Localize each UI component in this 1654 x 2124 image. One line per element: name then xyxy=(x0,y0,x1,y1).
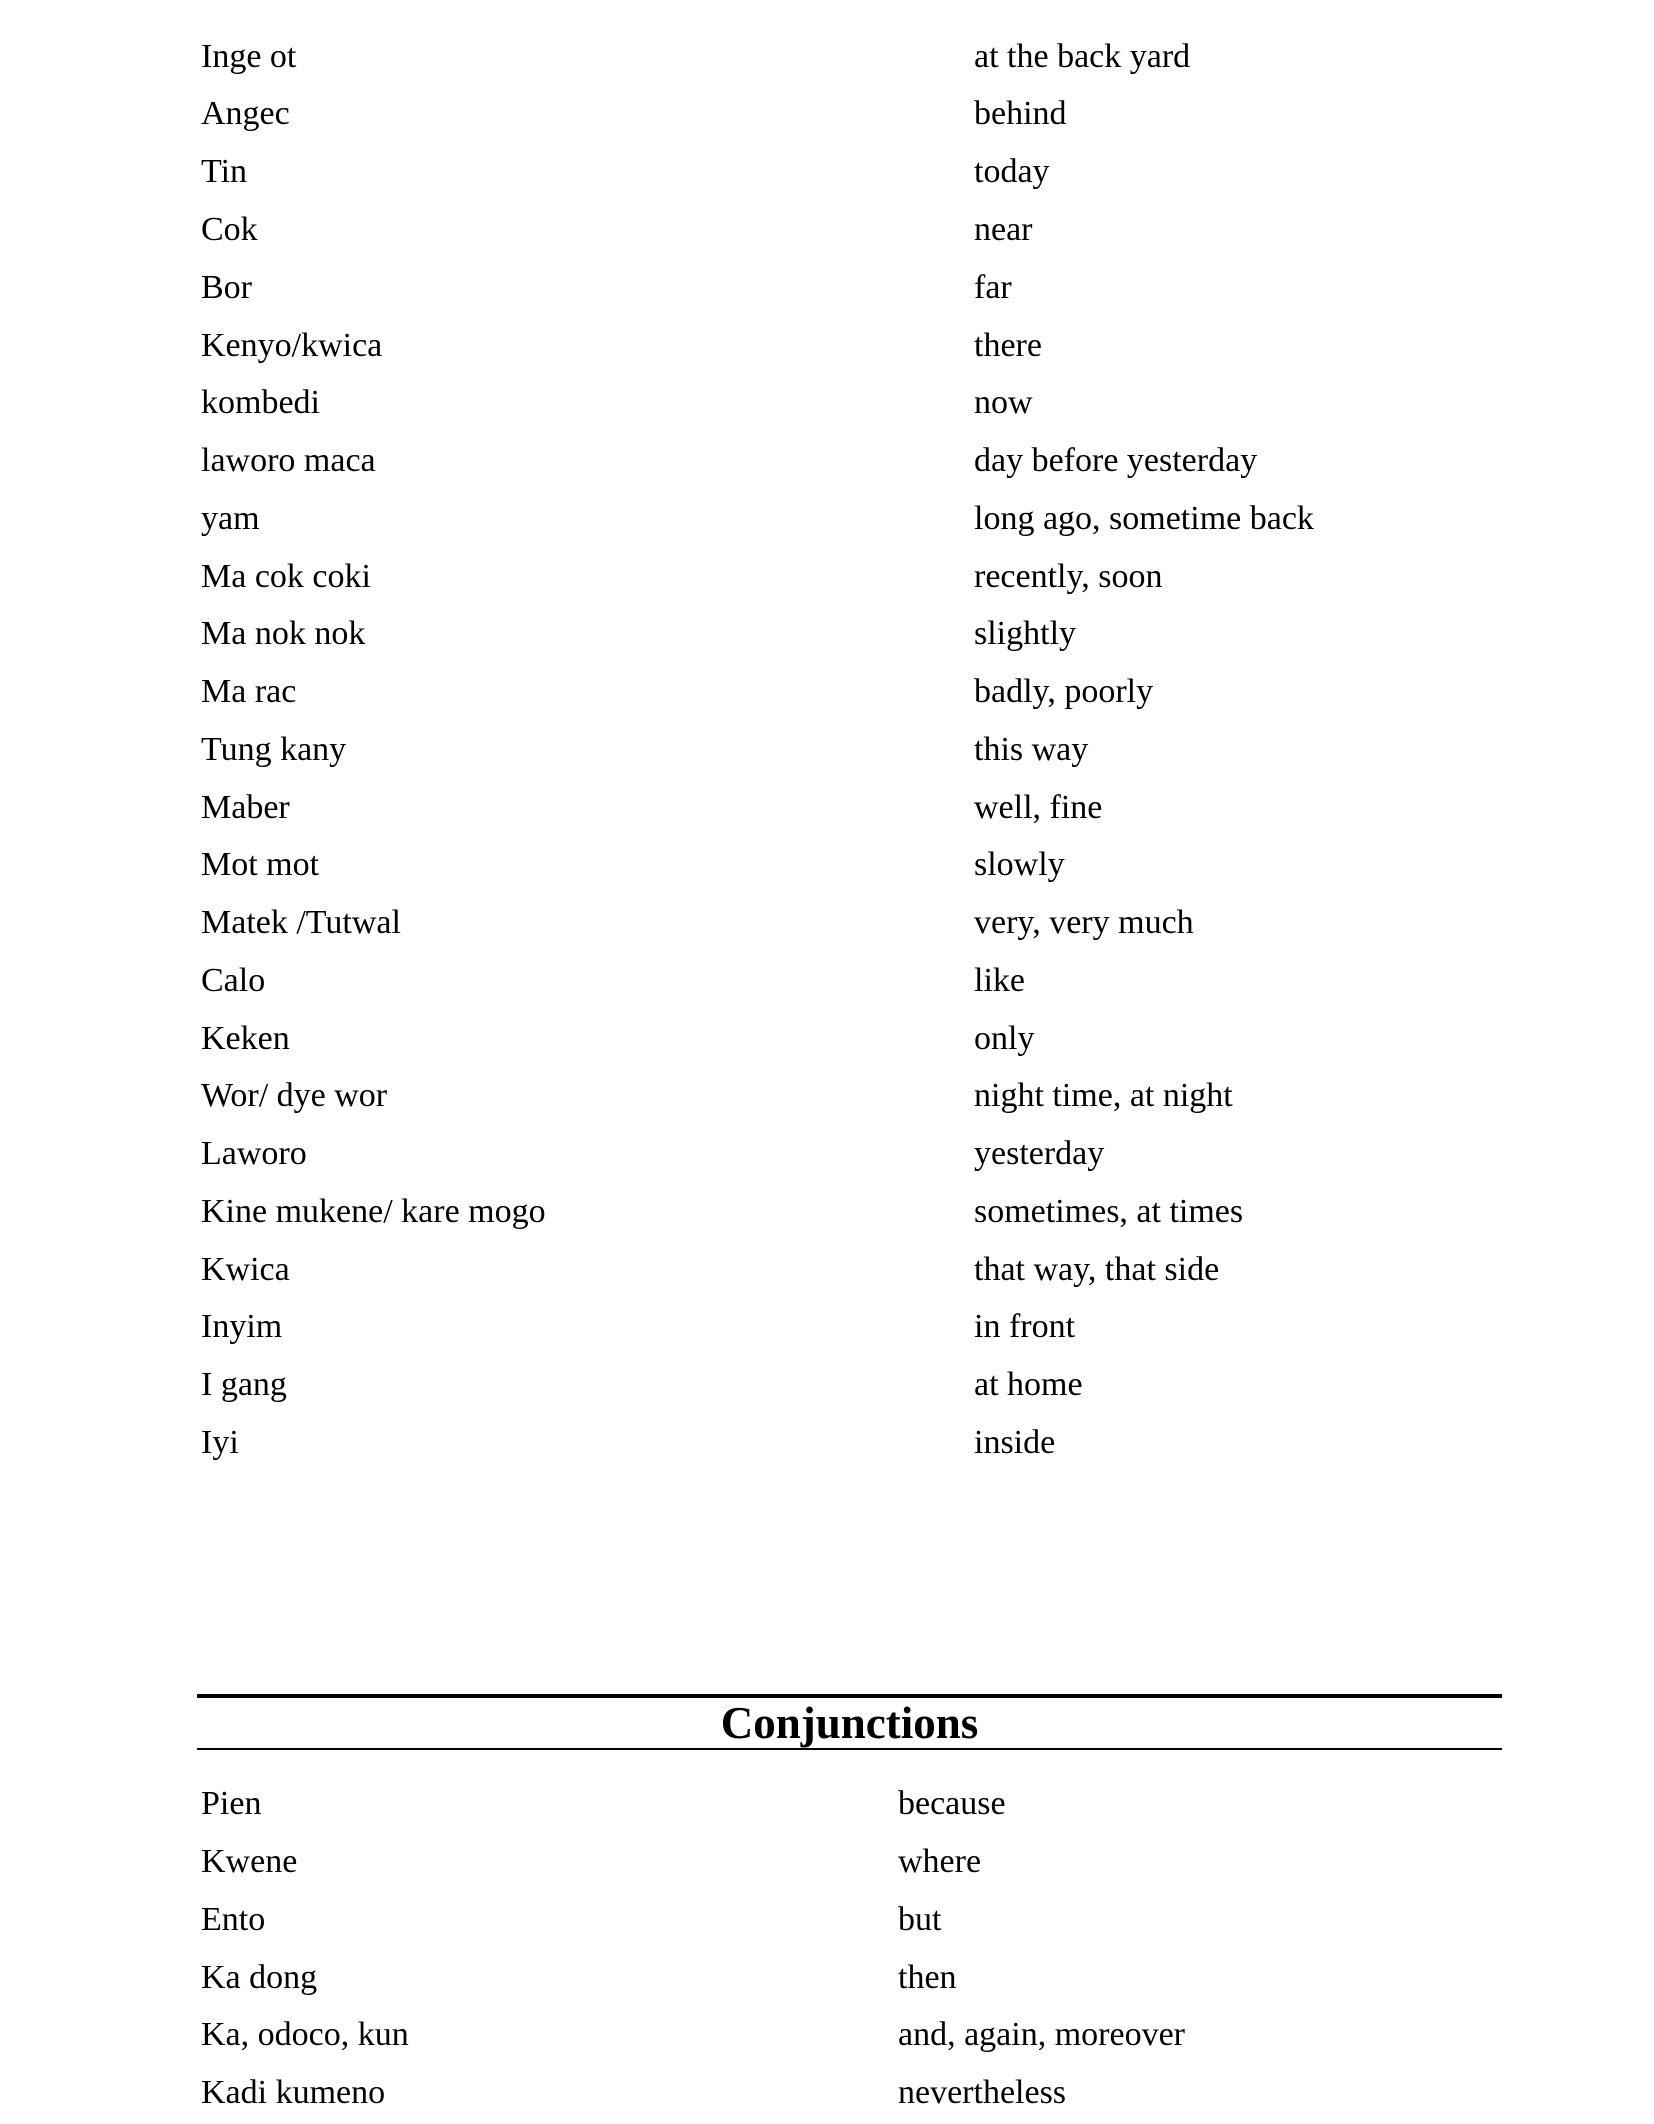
word-term: Kadi kumeno xyxy=(201,2074,386,2111)
list-item xyxy=(0,1837,1654,1887)
list-item xyxy=(0,956,1654,1006)
word-meaning: day before yesterday xyxy=(974,442,1258,479)
divider xyxy=(197,1748,1502,1750)
list-item xyxy=(0,552,1654,602)
list-item xyxy=(0,1953,1654,2003)
word-meaning: far xyxy=(974,269,1012,306)
word-meaning: because xyxy=(898,1785,1006,1822)
list-item xyxy=(0,1360,1654,1410)
word-meaning: behind xyxy=(974,95,1067,132)
word-term: laworo maca xyxy=(201,442,376,479)
word-term: Mot mot xyxy=(201,846,320,883)
word-term: Ento xyxy=(201,1901,266,1938)
word-meaning: slightly xyxy=(974,615,1077,652)
list-item xyxy=(0,1245,1654,1295)
word-meaning: slowly xyxy=(974,846,1065,883)
list-item xyxy=(0,725,1654,775)
word-meaning: in front xyxy=(974,1308,1076,1345)
list-item xyxy=(0,667,1654,717)
word-meaning: long ago, sometime back xyxy=(974,500,1314,537)
word-term: Ka dong xyxy=(201,1959,318,1996)
word-meaning: at home xyxy=(974,1366,1083,1403)
list-item xyxy=(0,89,1654,139)
word-term: Tin xyxy=(201,153,248,190)
list-item xyxy=(0,1129,1654,1179)
word-term: Angec xyxy=(201,95,290,132)
list-item xyxy=(0,378,1654,428)
word-meaning: and, again, moreover xyxy=(898,2016,1185,2053)
word-meaning: very, very much xyxy=(974,904,1194,941)
list-item xyxy=(0,1014,1654,1064)
word-meaning: near xyxy=(974,211,1033,248)
word-term: Kenyo/kwica xyxy=(201,327,383,364)
list-item xyxy=(0,840,1654,890)
word-term: Calo xyxy=(201,962,266,999)
word-term: Ma rac xyxy=(201,673,297,710)
list-item xyxy=(0,1071,1654,1121)
word-term: I gang xyxy=(201,1366,287,1403)
word-meaning: well, fine xyxy=(974,789,1103,826)
list-item xyxy=(0,1302,1654,1352)
word-term: Wor/ dye wor xyxy=(201,1077,388,1114)
word-meaning: sometimes, at times xyxy=(974,1193,1244,1230)
word-term: Matek /Tutwal xyxy=(201,904,401,941)
list-item xyxy=(0,1187,1654,1237)
word-meaning: today xyxy=(974,153,1050,190)
list-item xyxy=(0,147,1654,197)
word-term: Iyi xyxy=(201,1424,239,1461)
list-item xyxy=(0,494,1654,544)
list-item xyxy=(0,205,1654,255)
word-meaning: only xyxy=(974,1020,1035,1057)
word-term: Cok xyxy=(201,211,258,248)
list-item xyxy=(0,1779,1654,1829)
word-term: Inge ot xyxy=(201,38,297,75)
list-item xyxy=(0,2010,1654,2060)
section-header xyxy=(197,1694,1502,1750)
word-term: Kine mukene/ kare mogo xyxy=(201,1193,546,1230)
word-meaning: yesterday xyxy=(974,1135,1105,1172)
list-item xyxy=(0,2068,1654,2118)
word-meaning: then xyxy=(898,1959,957,1996)
word-meaning: night time, at night xyxy=(974,1077,1233,1114)
word-term: Ka, odoco, kun xyxy=(201,2016,409,2053)
word-term: Kwica xyxy=(201,1251,290,1288)
word-term: Tung kany xyxy=(201,731,347,768)
list-item xyxy=(0,263,1654,313)
list-item xyxy=(0,1895,1654,1945)
word-meaning: inside xyxy=(974,1424,1056,1461)
word-meaning: nevertheless xyxy=(898,2074,1067,2111)
word-term: Laworo xyxy=(201,1135,307,1172)
word-meaning: but xyxy=(898,1901,942,1938)
word-meaning: badly, poorly xyxy=(974,673,1154,710)
word-term: Pien xyxy=(201,1785,262,1822)
list-item xyxy=(0,783,1654,833)
word-term: Bor xyxy=(201,269,252,306)
list-item xyxy=(0,1418,1654,1468)
word-meaning: that way, that side xyxy=(974,1251,1220,1288)
word-meaning: at the back yard xyxy=(974,38,1191,75)
word-term: Keken xyxy=(201,1020,290,1057)
word-meaning: like xyxy=(974,962,1025,999)
word-term: Kwene xyxy=(201,1843,298,1880)
word-meaning: recently, soon xyxy=(974,558,1163,595)
word-term: Maber xyxy=(201,789,290,826)
word-term: Ma cok coki xyxy=(201,558,371,595)
word-meaning: now xyxy=(974,384,1033,421)
word-term: Inyim xyxy=(201,1308,283,1345)
list-item xyxy=(0,321,1654,371)
word-term: kombedi xyxy=(201,384,320,421)
list-item xyxy=(0,898,1654,948)
word-term: yam xyxy=(201,500,260,537)
word-meaning: where xyxy=(898,1843,982,1880)
word-meaning: this way xyxy=(974,731,1089,768)
list-item xyxy=(0,32,1654,82)
word-meaning: there xyxy=(974,327,1042,364)
list-item xyxy=(0,609,1654,659)
word-term: Ma nok nok xyxy=(201,615,366,652)
list-item xyxy=(0,436,1654,486)
section-title: Conjunctions xyxy=(720,1698,979,1748)
